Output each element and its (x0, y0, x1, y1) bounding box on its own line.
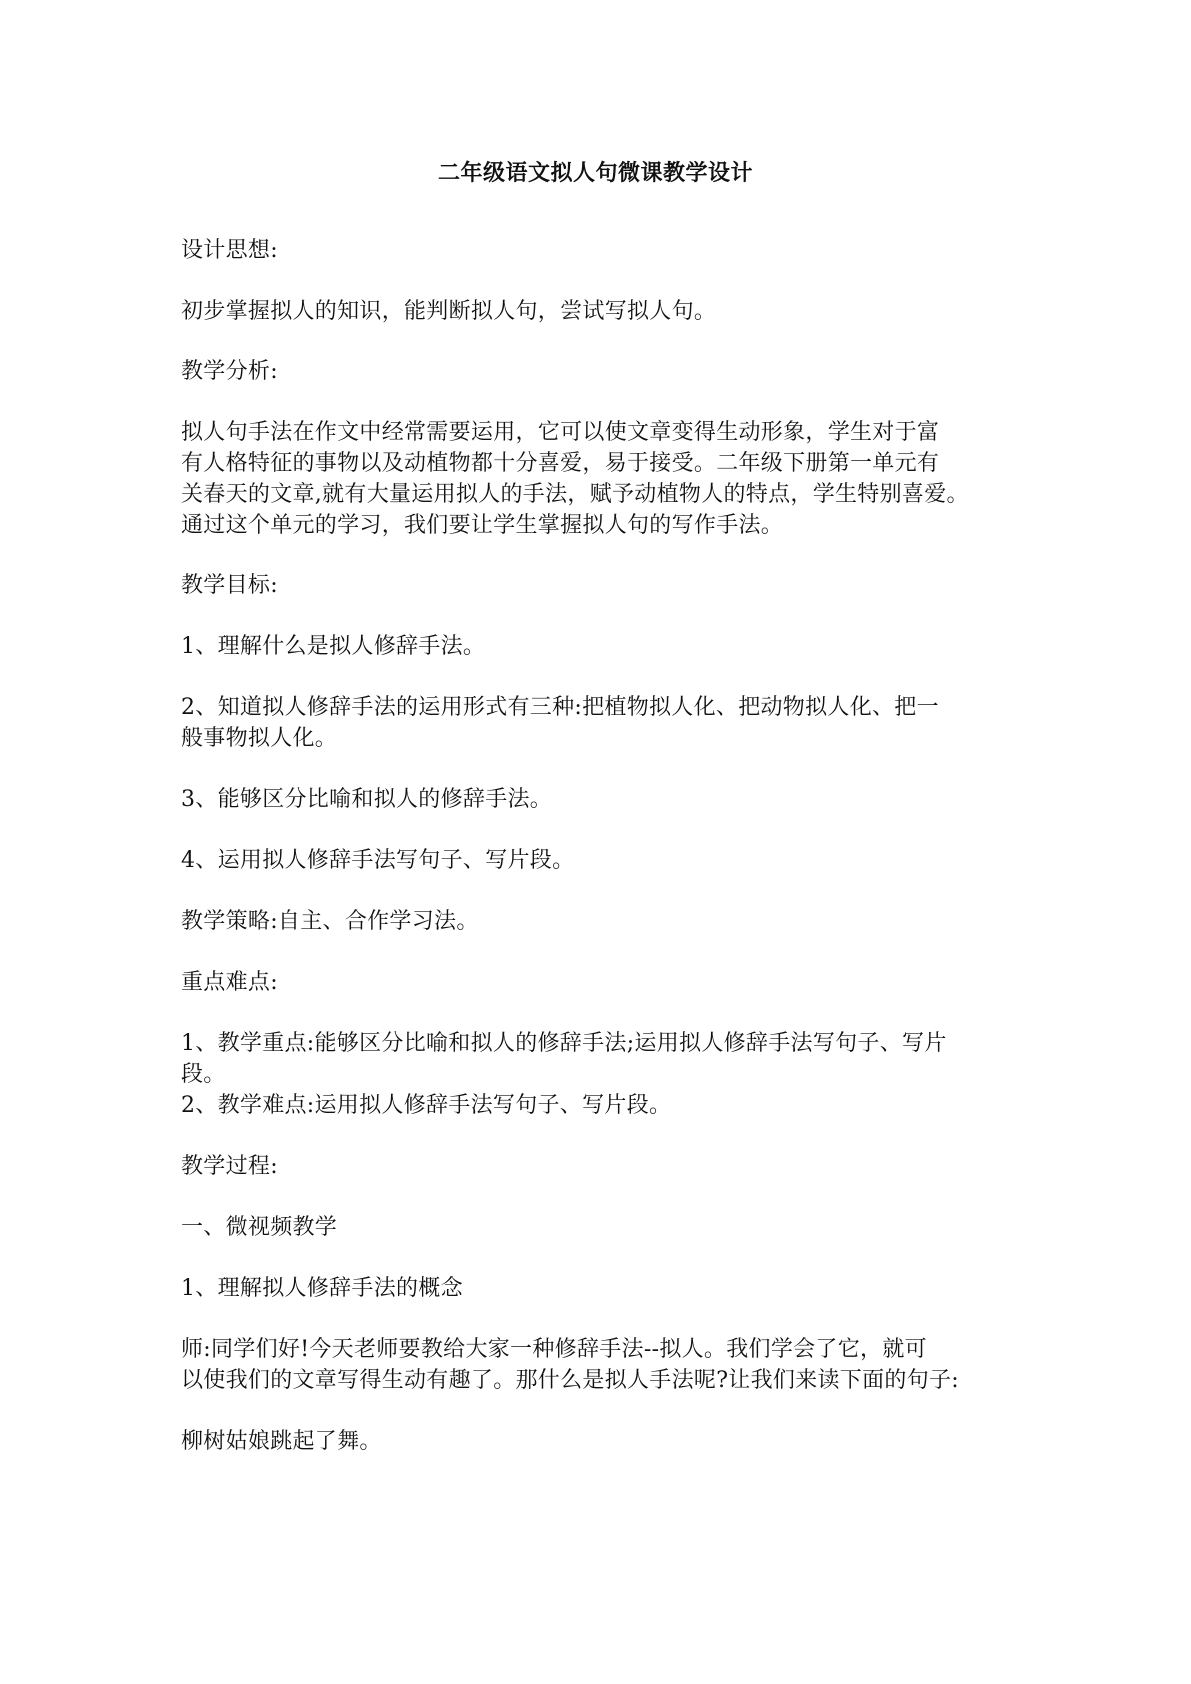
teaching-strategy: 教学策略:自主、合作学习法。 (181, 909, 479, 934)
teacher-dialogue-line-2: 以使我们的文章写得生动有趣了。那什么是拟人手法呢?让我们来读下面的句子: (181, 1368, 960, 1393)
goal-item-2-line-1: 2、知道拟人修辞手法的运用形式有三种:把植物拟人化、把动物拟人化、把一 (181, 695, 939, 720)
difficulty-point: 2、教学难点:运用拟人修辞手法写句子、写片段。 (181, 1093, 672, 1118)
paragraph-analysis-line-2: 有人格特征的事物以及动植物都十分喜爱，易于接受。二年级下册第一单元有 (181, 451, 940, 476)
heading-design-idea: 设计思想: (181, 238, 278, 263)
paragraph-analysis-line-3: 关春天的文章,就有大量运用拟人的手法，赋予动植物人的特点，学生特别喜爱。 (181, 482, 969, 507)
paragraph-design-idea: 初步掌握拟人的知识，能判断拟人句，尝试写拟人句。 (181, 299, 717, 324)
paragraph-analysis-line-4: 通过这个单元的学习，我们要让学生掌握拟人句的写作手法。 (181, 513, 784, 538)
heading-teaching-analysis: 教学分析: (181, 359, 278, 384)
goal-item-4: 4、运用拟人修辞手法写句子、写片段。 (181, 848, 575, 873)
key-point-line-1: 1、教学重点:能够区分比喻和拟人的修辞手法;运用拟人修辞手法写句子、写片 (181, 1031, 947, 1056)
heading-teaching-process: 教学过程: (181, 1154, 278, 1179)
key-point-line-2: 段。 (181, 1062, 226, 1087)
goal-item-2-line-2: 般事物拟人化。 (181, 726, 338, 751)
document-title: 二年级语文拟人句微课教学设计 (437, 160, 753, 186)
process-step-micro-video: 一、微视频教学 (181, 1215, 338, 1240)
heading-teaching-goals: 教学目标: (181, 573, 278, 598)
heading-key-difficulties: 重点难点: (181, 970, 278, 995)
example-sentence: 柳树姑娘跳起了舞。 (181, 1429, 382, 1454)
teacher-dialogue-line-1: 师:同学们好!今天老师要教给大家一种修辞手法--拟人。我们学会了它，就可 (181, 1337, 927, 1362)
goal-item-3: 3、能够区分比喻和拟人的修辞手法。 (181, 787, 553, 812)
paragraph-analysis-line-1: 拟人句手法在作文中经常需要运用，它可以使文章变得生动形象，学生对于富 (181, 420, 940, 445)
process-substep-concept: 1、理解拟人修辞手法的概念 (181, 1276, 463, 1301)
goal-item-1: 1、理解什么是拟人修辞手法。 (181, 634, 486, 659)
